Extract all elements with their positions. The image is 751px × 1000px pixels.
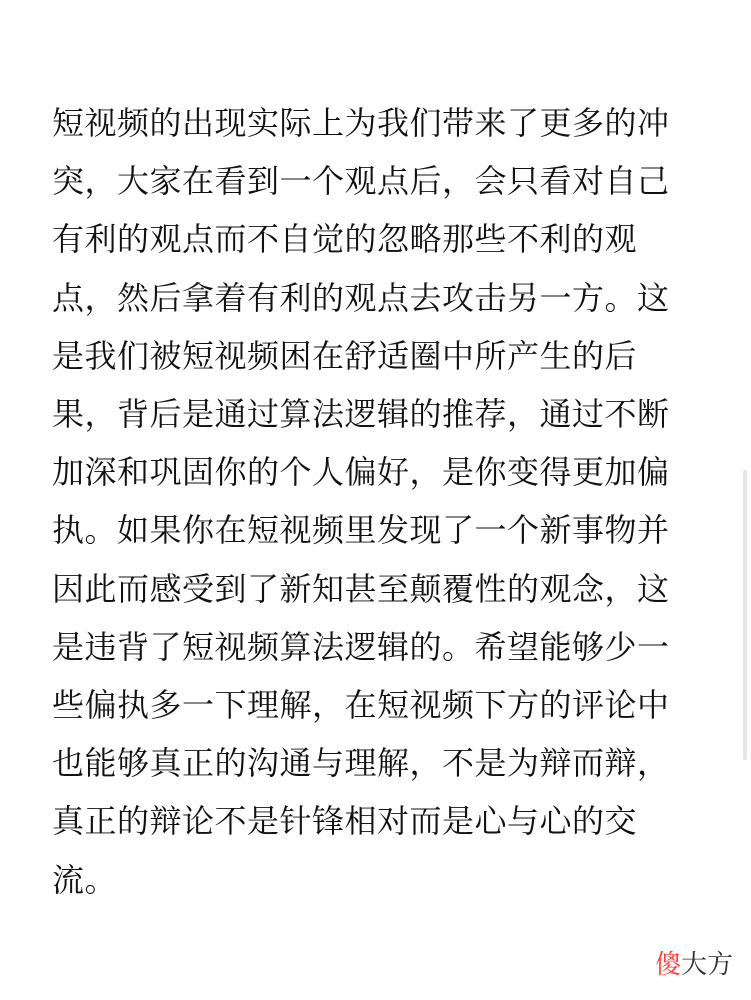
text-line-8: 执。如果你在短视频里发现了一个新事物并 [52,511,670,550]
text-line-14: 流。 [52,860,118,899]
text-line-12: 也能够真正的沟通与理解，不是为辩而辩， [52,744,670,783]
text-line-9: 因此而感受到了新知甚至颠覆性的观念，这 [52,569,670,608]
text-line-3: 有利的观点而不自觉的忽略那些不利的观 [52,220,638,259]
text-line-1: 短视频的出现实际上为我们带来了更多的冲 [52,104,670,142]
text-line-5: 是我们被短视频困在舒适圈中所产生的后 [52,336,638,375]
text-line-11: 些偏执多一下理解，在短视频下方的评论中 [52,686,670,725]
text-line-10: 是违背了短视频算法逻辑的。希望能够少一 [52,627,670,666]
watermark [655,950,733,980]
article-text [52,94,702,909]
text-line-4: 点，然后拿着有利的观点去攻击另一方。这 [52,278,670,317]
text-line-2: 突，大家在看到一个观点后，会只看对自己 [52,162,670,201]
scrollbar[interactable] [743,470,747,760]
text-line-6: 果，背后是通过算法逻辑的推荐，通过不断 [52,395,670,434]
text-line-7: 加深和巩固你的个人偏好，是你变得更加偏 [52,453,670,492]
watermark-part-1: 傻 [654,950,681,980]
watermark-part-2: 大方 [680,950,733,980]
text-line-13: 真正的辩论不是针锋相对而是心与心的交 [52,802,638,841]
